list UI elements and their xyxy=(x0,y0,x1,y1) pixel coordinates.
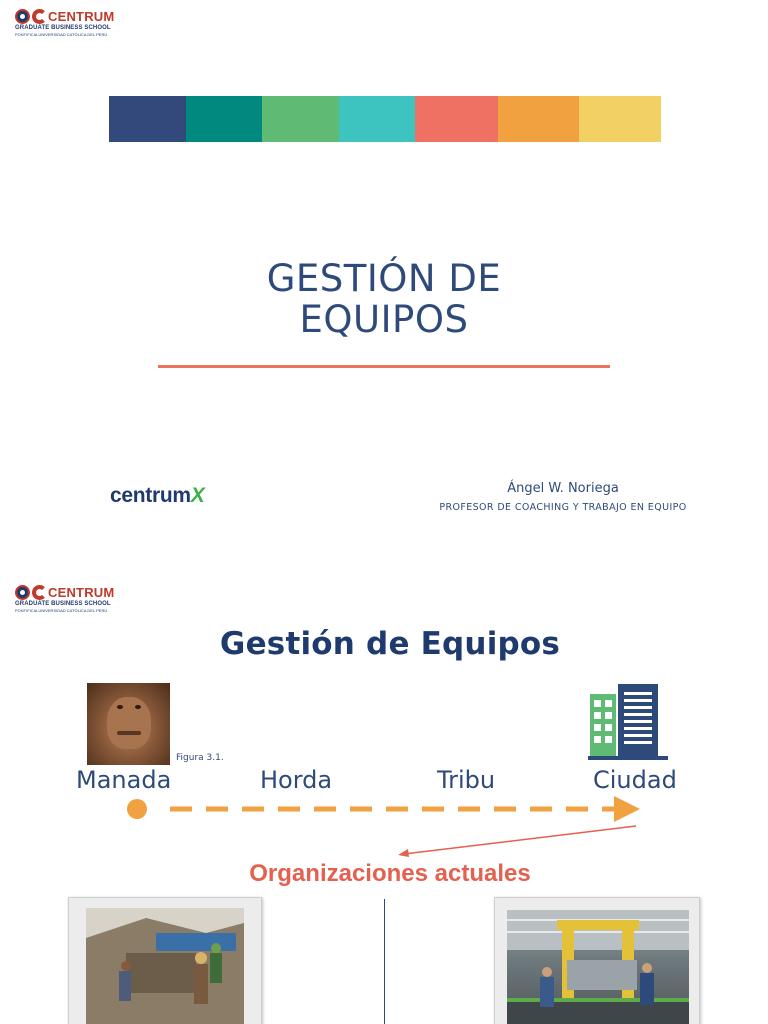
stage-tribu: Tribu xyxy=(437,766,496,794)
timeline-arrowhead xyxy=(614,796,640,822)
color-block-6 xyxy=(498,96,579,142)
author-role: PROFESOR DE COACHING Y TRABAJO EN EQUIPO xyxy=(439,502,687,513)
evolution-timeline xyxy=(124,792,644,826)
city-building-icon xyxy=(588,684,668,760)
university-seal-icon xyxy=(15,9,30,24)
centrumx-logo: centrumX xyxy=(110,484,205,507)
centrum-c-icon xyxy=(32,585,47,600)
early-human-image xyxy=(87,683,170,765)
color-block-7 xyxy=(579,96,661,142)
timeline-start-dot xyxy=(127,799,147,819)
title-underline xyxy=(158,365,610,368)
logo-university: PONTIFICIA UNIVERSIDAD CATÓLICA DEL PERÚ xyxy=(15,32,108,37)
presentation-title xyxy=(0,258,768,340)
centrum-logo xyxy=(15,585,114,613)
logo-subtitle: GRADUATE BUSINESS SCHOOL xyxy=(15,25,111,31)
university-seal-icon xyxy=(15,585,30,600)
title-line-1: GESTIÓN DE xyxy=(266,257,502,300)
stage-horda: Horda xyxy=(260,766,333,794)
factory-photo-frame xyxy=(494,897,700,1024)
title-line-2: EQUIPOS xyxy=(299,298,469,341)
color-block-4 xyxy=(339,96,415,142)
stage-ciudad: Ciudad xyxy=(593,766,677,794)
color-block-1 xyxy=(109,96,186,142)
color-block-2 xyxy=(186,96,262,142)
centrum-c-icon xyxy=(32,9,47,24)
pointer-arrow xyxy=(390,822,640,862)
content-slide xyxy=(0,560,768,1024)
slide-title: Gestión de Equipos xyxy=(219,626,561,662)
figure-label: Figura 3.1. xyxy=(176,753,224,763)
stage-manada: Manada xyxy=(76,766,172,794)
factory-assembly-photo xyxy=(507,910,689,1024)
logo-wordmark: CENTRUM xyxy=(48,585,115,600)
mining-photo-frame xyxy=(68,897,262,1024)
color-block-3 xyxy=(262,96,339,142)
color-stripe xyxy=(109,96,661,142)
logo-wordmark: CENTRUM xyxy=(48,9,115,24)
color-block-5 xyxy=(415,96,498,142)
logo-subtitle: GRADUATE BUSINESS SCHOOL xyxy=(15,601,111,607)
section-divider xyxy=(384,899,385,1024)
mining-workers-photo xyxy=(86,908,244,1024)
author-block xyxy=(433,481,693,513)
organizations-heading: Organizaciones actuales xyxy=(249,860,531,887)
author-name: Ángel W. Noriega xyxy=(507,481,619,496)
logo-university: PONTIFICIA UNIVERSIDAD CATÓLICA DEL PERÚ xyxy=(15,608,108,613)
centrum-logo xyxy=(15,9,114,37)
